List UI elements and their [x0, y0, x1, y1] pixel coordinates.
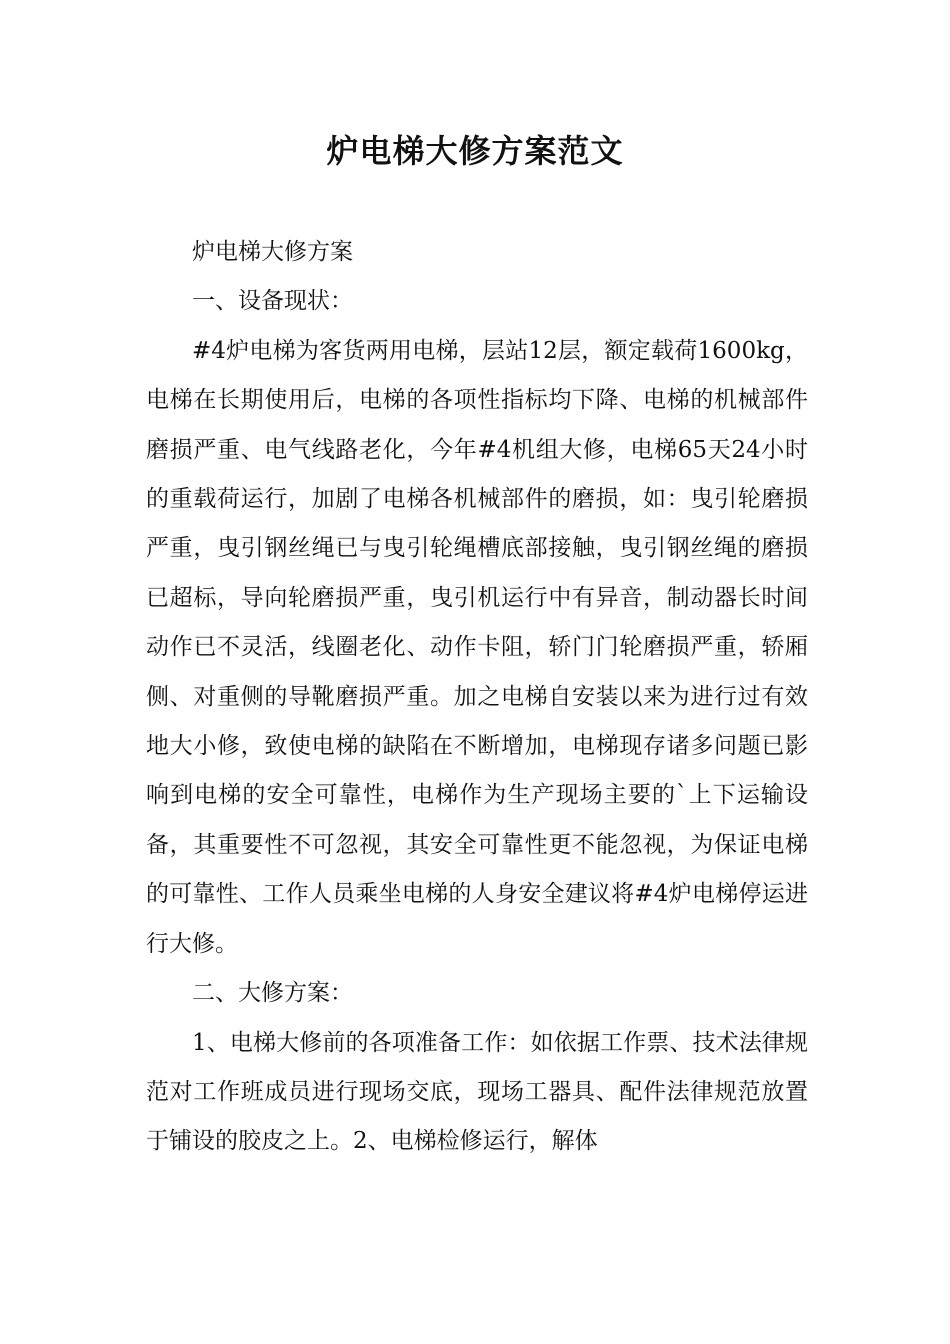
- document-body: [146, 228, 808, 1167]
- section-heading-equipment-status: 一、设备现状：: [192, 288, 353, 315]
- overhaul-plan-paragraph: 1、电梯大修前的各项准备工作：如依据工作票、技术法律规范对工作班成员进行现场交底，现场工器具、配件法律规范放置于铺设的胶皮之上。2、电梯检修运行，解体: [146, 1029, 808, 1155]
- subtitle-paragraph: 炉电梯大修方案: [192, 239, 353, 265]
- equipment-status-paragraph: #4炉电梯为客货两用电梯，层站12层，额定载荷1600kg，电梯在长期使用后，电梯的各项性指标均下降、电梯的机械部件磨损严重、电气线路老化，今年#4机组大修，电梯65天24小时的重载荷运行，加剧了电梯各机械部件的磨损，如：曳引轮磨损严重，曳引钢丝绳已与曳引轮绳槽底部接触，曳引钢丝绳的磨损已超标，导向轮磨损严重，曳引机运行中有异音，制动器长时间动作已不灵活，线圈老化、动作卡阻，轿门门轮磨损严重，轿厢侧、对重侧的导靴磨损严重。加之电梯自安装以来为进行过有效地大小修，致使电梯的缺陷在不断增加，电梯现存诸多问题已影响到电梯的安全可靠性，电梯作为生产现场主要的`上下运输设备，其重要性不可忽视，其安全可靠性更不能忽视，为保证电梯的可靠性、工作人员乘坐电梯的人身安全建议将#4炉电梯停运进行大修。: [146, 337, 808, 957]
- document-title: 炉电梯大修方案范文: [326, 132, 624, 170]
- section-heading-overhaul-plan: 二、大修方案：: [192, 980, 353, 1007]
